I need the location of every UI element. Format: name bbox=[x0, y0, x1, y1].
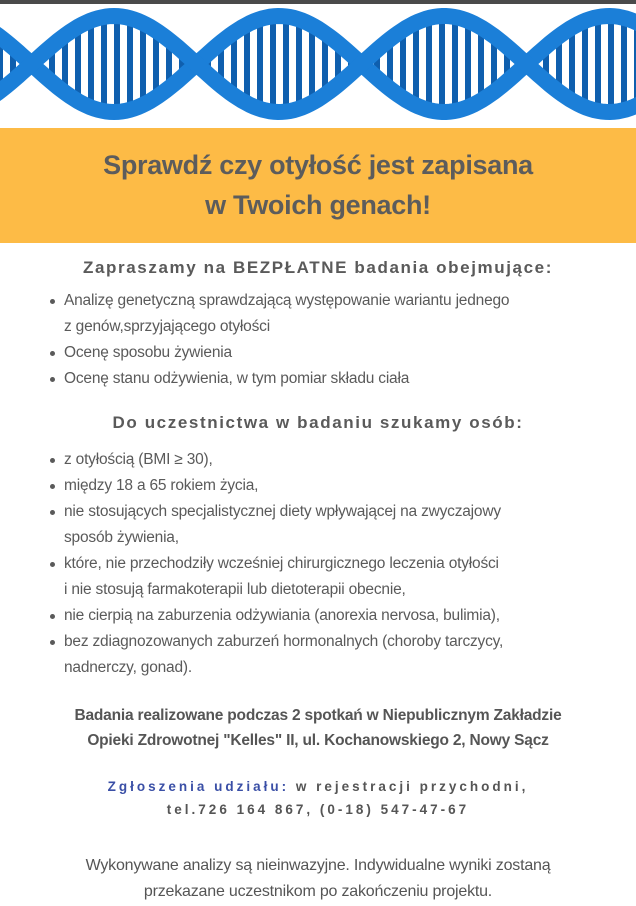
section1-heading: Zapraszamy na BEZPŁATNE badania obejmujące: bbox=[83, 258, 553, 277]
list-item: z otyłością (BMI ≥ 30), bbox=[48, 447, 503, 473]
footer-note: Wykonywane analizy są nieinwazyjne. Indywidualne wyniki zostaną przekazane uczestnikom po zakończeniu projektu. bbox=[85, 857, 551, 900]
list-item: między 18 a 65 rokiem życia, bbox=[48, 473, 503, 499]
contact-label: Zgłoszenia udziału: bbox=[107, 779, 290, 794]
list-item: Ocenę stanu odżywienia, w tym pomiar składu ciała bbox=[48, 366, 509, 392]
phone-numbers: tel.726 164 867, (0-18) 547-47-67 bbox=[166, 802, 470, 817]
list-item: bez zdiagnozowanych zaburzeń hormonalnych (choroby tarczycy, nadnerczy, gonad). bbox=[48, 629, 503, 681]
section2-heading: Do uczestnictwa w badaniu szukamy osób: bbox=[112, 413, 524, 432]
dna-helix-image bbox=[0, 4, 636, 128]
section1-list bbox=[48, 288, 509, 392]
page-title: Sprawdź czy otyłość jest zapisana w Twoich genach! bbox=[103, 150, 533, 220]
list-item: które, nie przechodziły wcześniej chirurgicznego leczenia otyłości i nie stosują farmakoterapii lub dietoterapii obecnie, bbox=[48, 551, 503, 603]
location-text: Badania realizowane podczas 2 spotkań w Niepublicznym Zakładzie Opieki Zdrowotnej "Kelles" II, ul. Kochanowskiego 2, Nowy Sącz bbox=[74, 707, 562, 749]
contact-info: Zgłoszenia udziału: w rejestracji przychodni, tel.726 164 867, (0-18) 547-47-67 bbox=[107, 779, 529, 817]
section2-list bbox=[48, 447, 503, 681]
title-banner bbox=[0, 128, 636, 243]
list-item: Analizę genetyczną sprawdzającą występowanie wariantu jednego z genów,sprzyjającego otyłości bbox=[48, 288, 509, 340]
list-item: nie cierpią na zaburzenia odżywiania (anorexia nervosa, bulimia), bbox=[48, 603, 503, 629]
list-item: nie stosujących specjalistycznej diety wpływającej na zwyczajowy sposób żywienia, bbox=[48, 499, 503, 551]
list-item: Ocenę sposobu żywienia bbox=[48, 340, 509, 366]
